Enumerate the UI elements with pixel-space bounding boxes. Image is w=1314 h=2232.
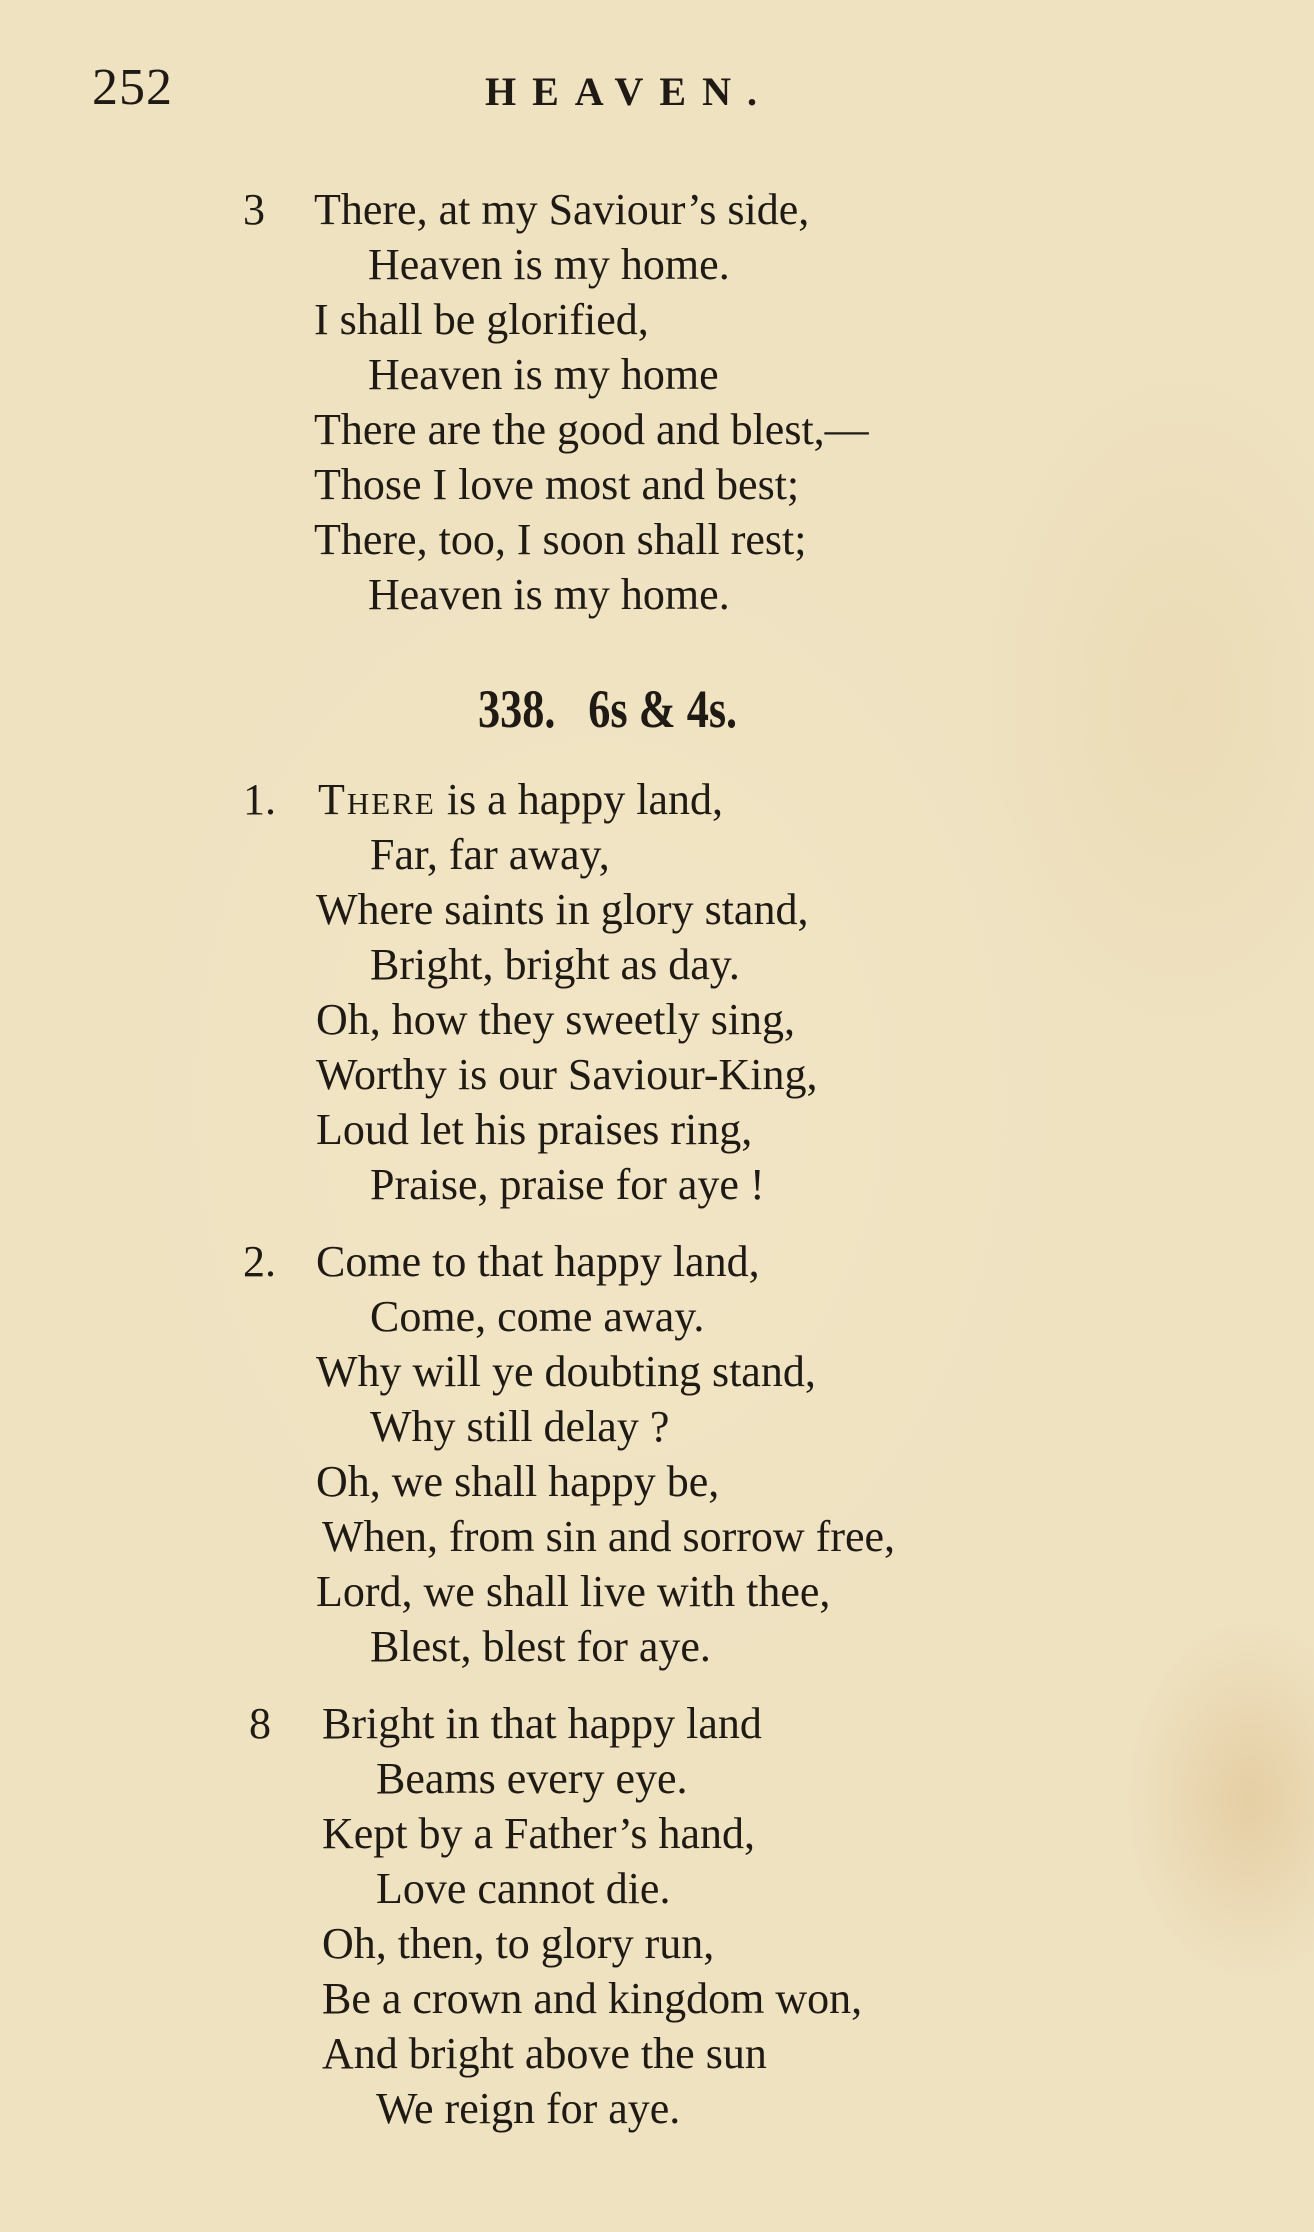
verse-first-line bbox=[318, 774, 723, 825]
verse-line: Oh, we shall happy be, bbox=[316, 1457, 720, 1506]
verse-line: Beams every eye. bbox=[376, 1754, 688, 1803]
verse-line: Bright, bright as day. bbox=[370, 940, 740, 989]
verse-line: Those I love most and best; bbox=[314, 460, 800, 509]
verse-line: Where saints in glory stand, bbox=[316, 885, 809, 934]
verse-number: 8 bbox=[249, 1699, 271, 1748]
verse-line: We reign for aye. bbox=[376, 2084, 681, 2133]
verse-line: Come to that happy land, bbox=[316, 1237, 760, 1286]
running-head: HEAVEN. bbox=[485, 69, 773, 114]
verse-line: Come, come away. bbox=[370, 1292, 705, 1341]
verse-line: Worthy is our Saviour-King, bbox=[316, 1050, 818, 1099]
verse-line: There, at my Saviour’s side, bbox=[314, 185, 810, 234]
verse-number: 2. bbox=[243, 1237, 276, 1286]
first-word: There bbox=[318, 775, 436, 824]
verse-number: 3 bbox=[243, 185, 265, 234]
verse-line: Why will ye doubting stand, bbox=[316, 1347, 816, 1396]
verse-line: Kept by a Father’s hand, bbox=[322, 1809, 755, 1858]
page-number: 252 bbox=[92, 59, 173, 116]
verse-line: Lord, we shall live with thee, bbox=[316, 1567, 831, 1616]
verse-line: Heaven is my home bbox=[368, 350, 719, 399]
verse-line: Why still delay ? bbox=[370, 1402, 670, 1451]
verse-line: Far, far away, bbox=[370, 830, 610, 879]
verse-line: Bright in that happy land bbox=[322, 1699, 762, 1748]
first-line-rest: is a happy land, bbox=[435, 775, 723, 824]
verse-line: Praise, praise for aye ! bbox=[370, 1160, 765, 1209]
verse-line: Oh, then, to glory run, bbox=[322, 1919, 715, 1968]
verse-line: There, too, I soon shall rest; bbox=[314, 515, 807, 564]
verse-line: Be a crown and kingdom won, bbox=[322, 1974, 863, 2023]
verse-line: Heaven is my home. bbox=[368, 240, 730, 289]
verse-line: There are the good and blest,— bbox=[314, 405, 869, 454]
verse-line: Oh, how they sweetly sing, bbox=[316, 995, 796, 1044]
hymn-meter: 6s & 4s. bbox=[588, 679, 738, 739]
verse-number: 1. bbox=[243, 775, 276, 824]
verse-line: Blest, blest for aye. bbox=[370, 1622, 711, 1671]
page-header bbox=[92, 58, 1314, 118]
verse-line: I shall be glorified, bbox=[314, 295, 649, 344]
verse-line: And bright above the sun bbox=[322, 2029, 767, 2078]
hymn-number: 338. bbox=[478, 679, 556, 739]
verse-line: Love cannot die. bbox=[376, 1864, 671, 1913]
hymn-title bbox=[478, 678, 737, 740]
verse-line: When, from sin and sorrow free, bbox=[322, 1512, 896, 1561]
verse-line: Loud let his praises ring, bbox=[316, 1105, 753, 1154]
verse-line: Heaven is my home. bbox=[368, 570, 730, 619]
